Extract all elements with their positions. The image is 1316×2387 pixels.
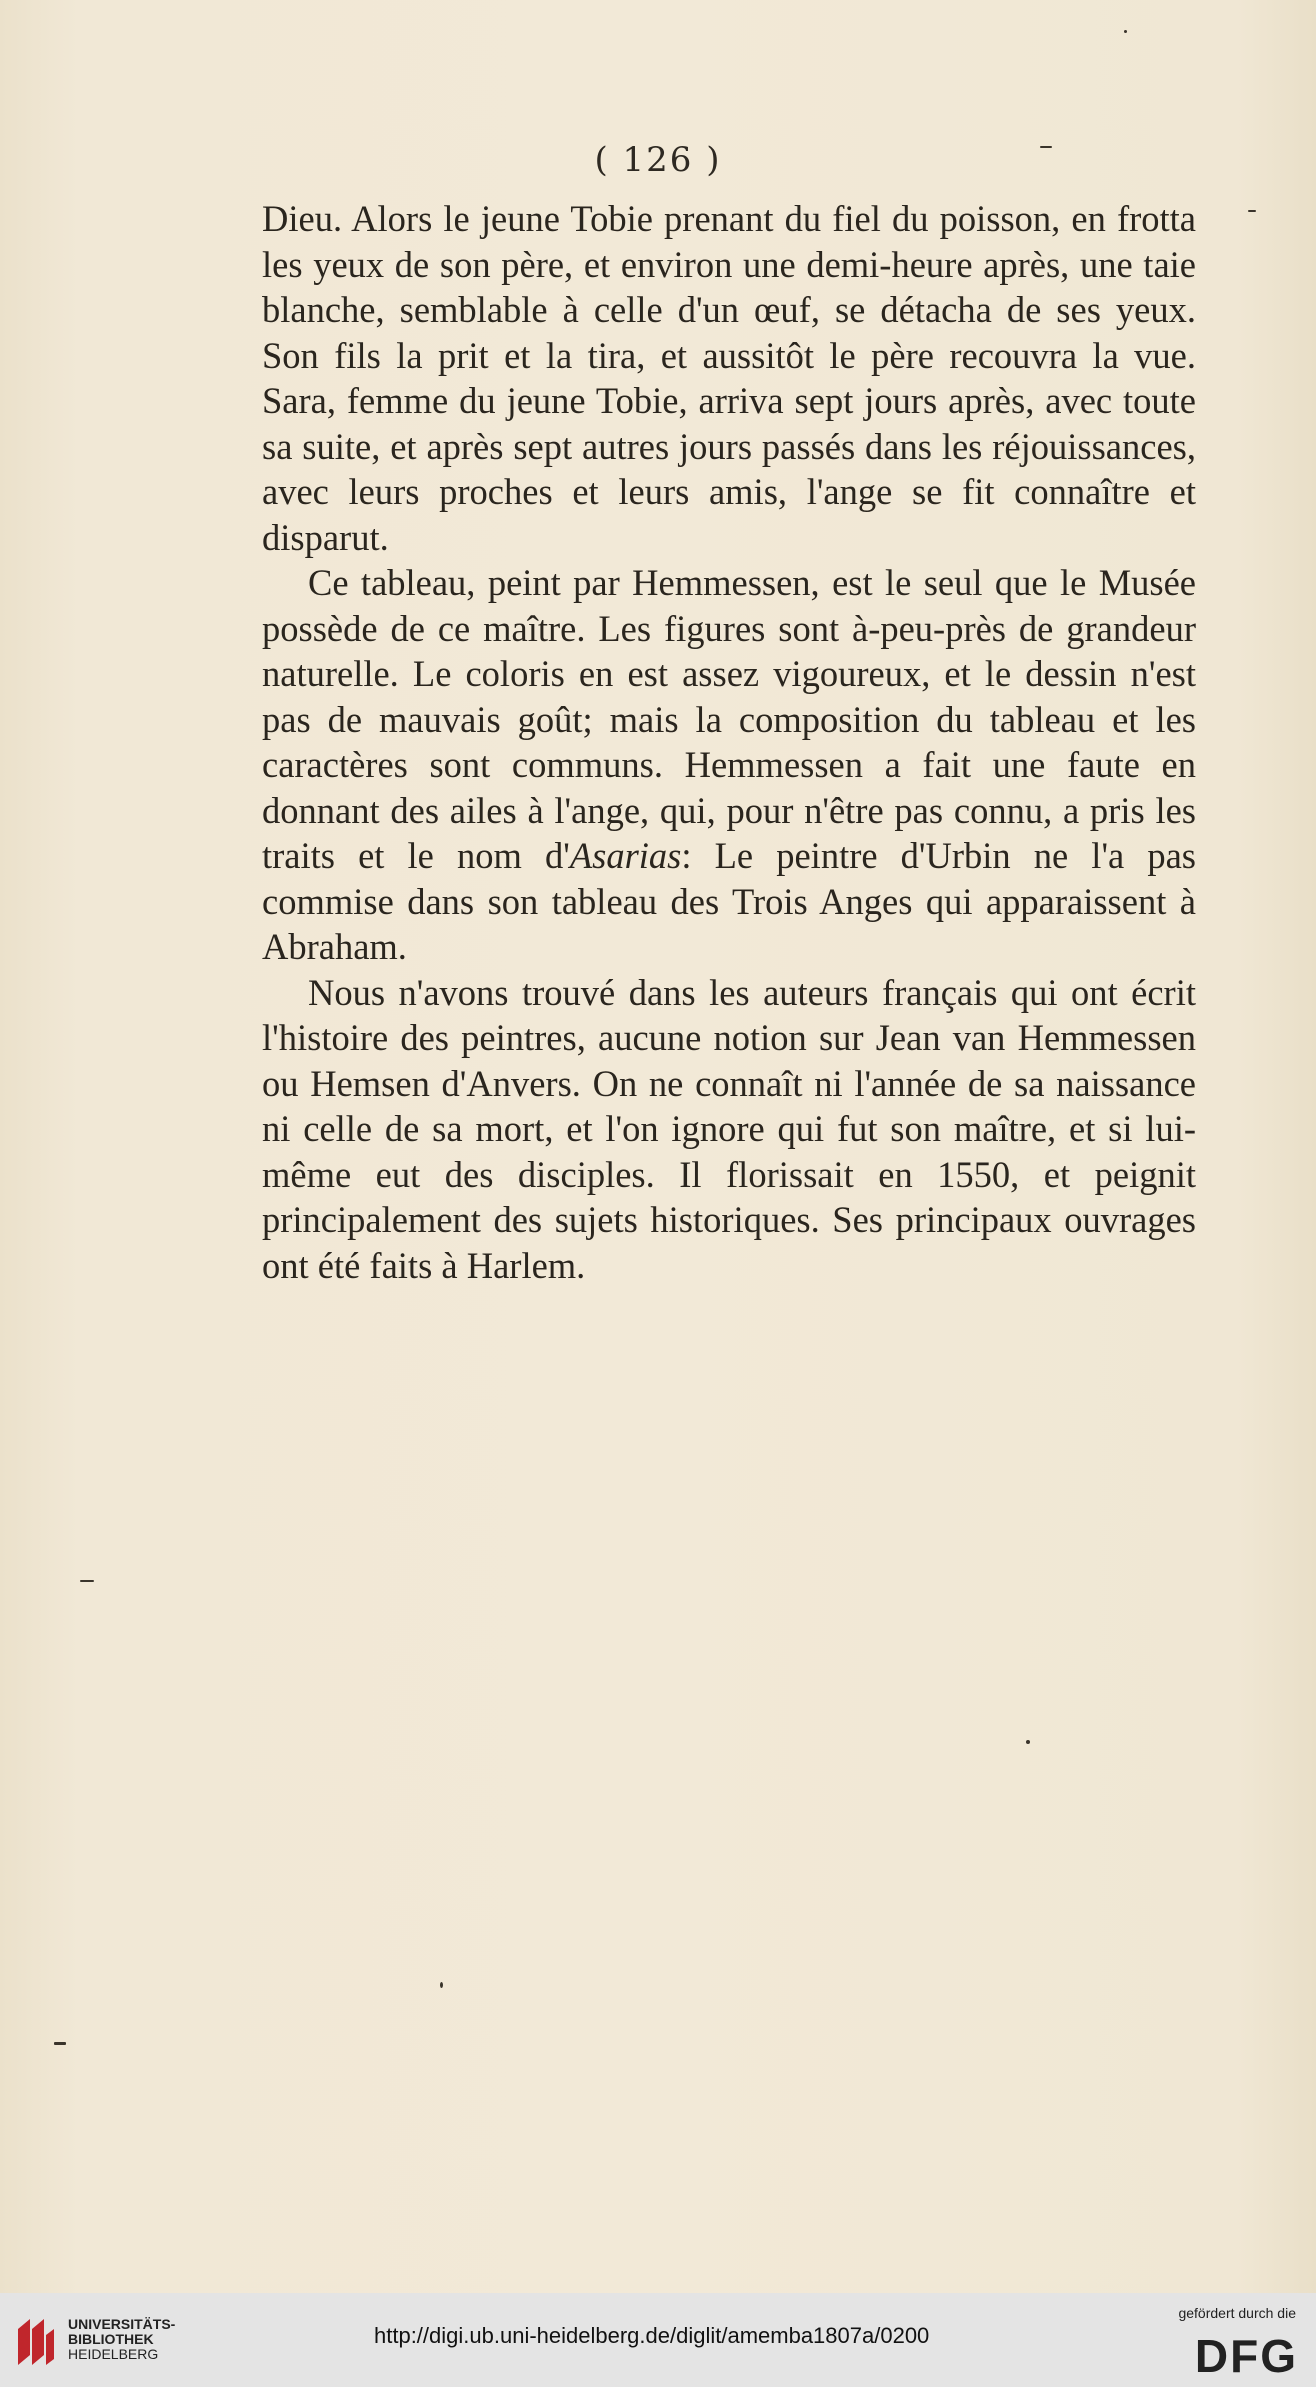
dfg-logo: DFG (1194, 2330, 1298, 2382)
page-number: ( 126 ) (594, 140, 722, 180)
paragraph-1: Dieu. Alors le jeune Tobie prenant du fiel du poisson, en frotta les yeux de son père, et environ une demi-heure après, une taie blanche, semblable à celle d'un œuf, se détacha de ses yeux. Son fils la prit et la tira, et aussitôt le père recouvra la vue. Sara, femme du jeune Tobie, arriva sept jours après, avec toute sa suite, et après sept autres jours passés dans les réjouissances, avec leurs proches et leurs amis, l'ange se fit connaître et disparut. (262, 198, 1196, 558)
permalink-url[interactable]: http://digi.ub.uni-heidelberg.de/diglit/amemba1807a/0200 (374, 2323, 930, 2348)
scan-speck (54, 2042, 66, 2045)
paragraph-2-text: Ce tableau, peint par Hemmessen, est le seul que le Musée possède de ce maître. Les figures sont à-peu-près de grandeur naturelle. Le coloris en est assez vigoureux, et le dessin n'est pas de mauvais goût; mais la composition du tableau et les caractères sont communs. Hemmessen a fait une faute en donnant des ailes à l'ange, qui, pour n'être pas connu, a pris les traits et le nom d' (262, 562, 1196, 876)
library-name (68, 2317, 175, 2362)
scan-speck (1248, 210, 1256, 212)
scan-speck (1124, 30, 1127, 33)
footer-bar (0, 2293, 1316, 2387)
university-library-logo-icon (14, 2315, 58, 2369)
paragraph-2 (262, 560, 1196, 970)
scan-speck (440, 1982, 443, 1988)
scan-speck (1026, 1740, 1030, 1744)
library-name-line-1: UNIVERSITÄTS- (68, 2316, 176, 2332)
funding-caption: gefördert durch die (1178, 2305, 1296, 2321)
scan-speck (1040, 146, 1052, 148)
paragraph-3: Nous n'avons trouvé dans les auteurs français qui ont écrit l'histoire des peintres, aucune notion sur Jean van Hemmessen ou Hemsen d'Anvers. On ne connaît ni l'année de sa naissance ni celle de sa mort, et l'on ignore qui fut son maître, et si lui-même eut des disciples. Il florissait en 1550, et peignit principalement des sujets historiques. Ses principaux ouvrages ont été faits à Harlem. (262, 971, 1196, 1286)
body-text (262, 196, 1196, 1288)
library-name-line-2: BIBLIOTHEK (68, 2331, 154, 2347)
scan-speck (80, 1580, 94, 1582)
library-name-line-3: HEIDELBERG (68, 2346, 159, 2362)
paragraph-2-tail: : Le peintre d'Urbin ne l'a pas commise dans son tableau des Trois Anges qui apparaissent à Abraham. (262, 835, 1196, 967)
paragraph-2-italic-name: Asarias (569, 835, 682, 876)
